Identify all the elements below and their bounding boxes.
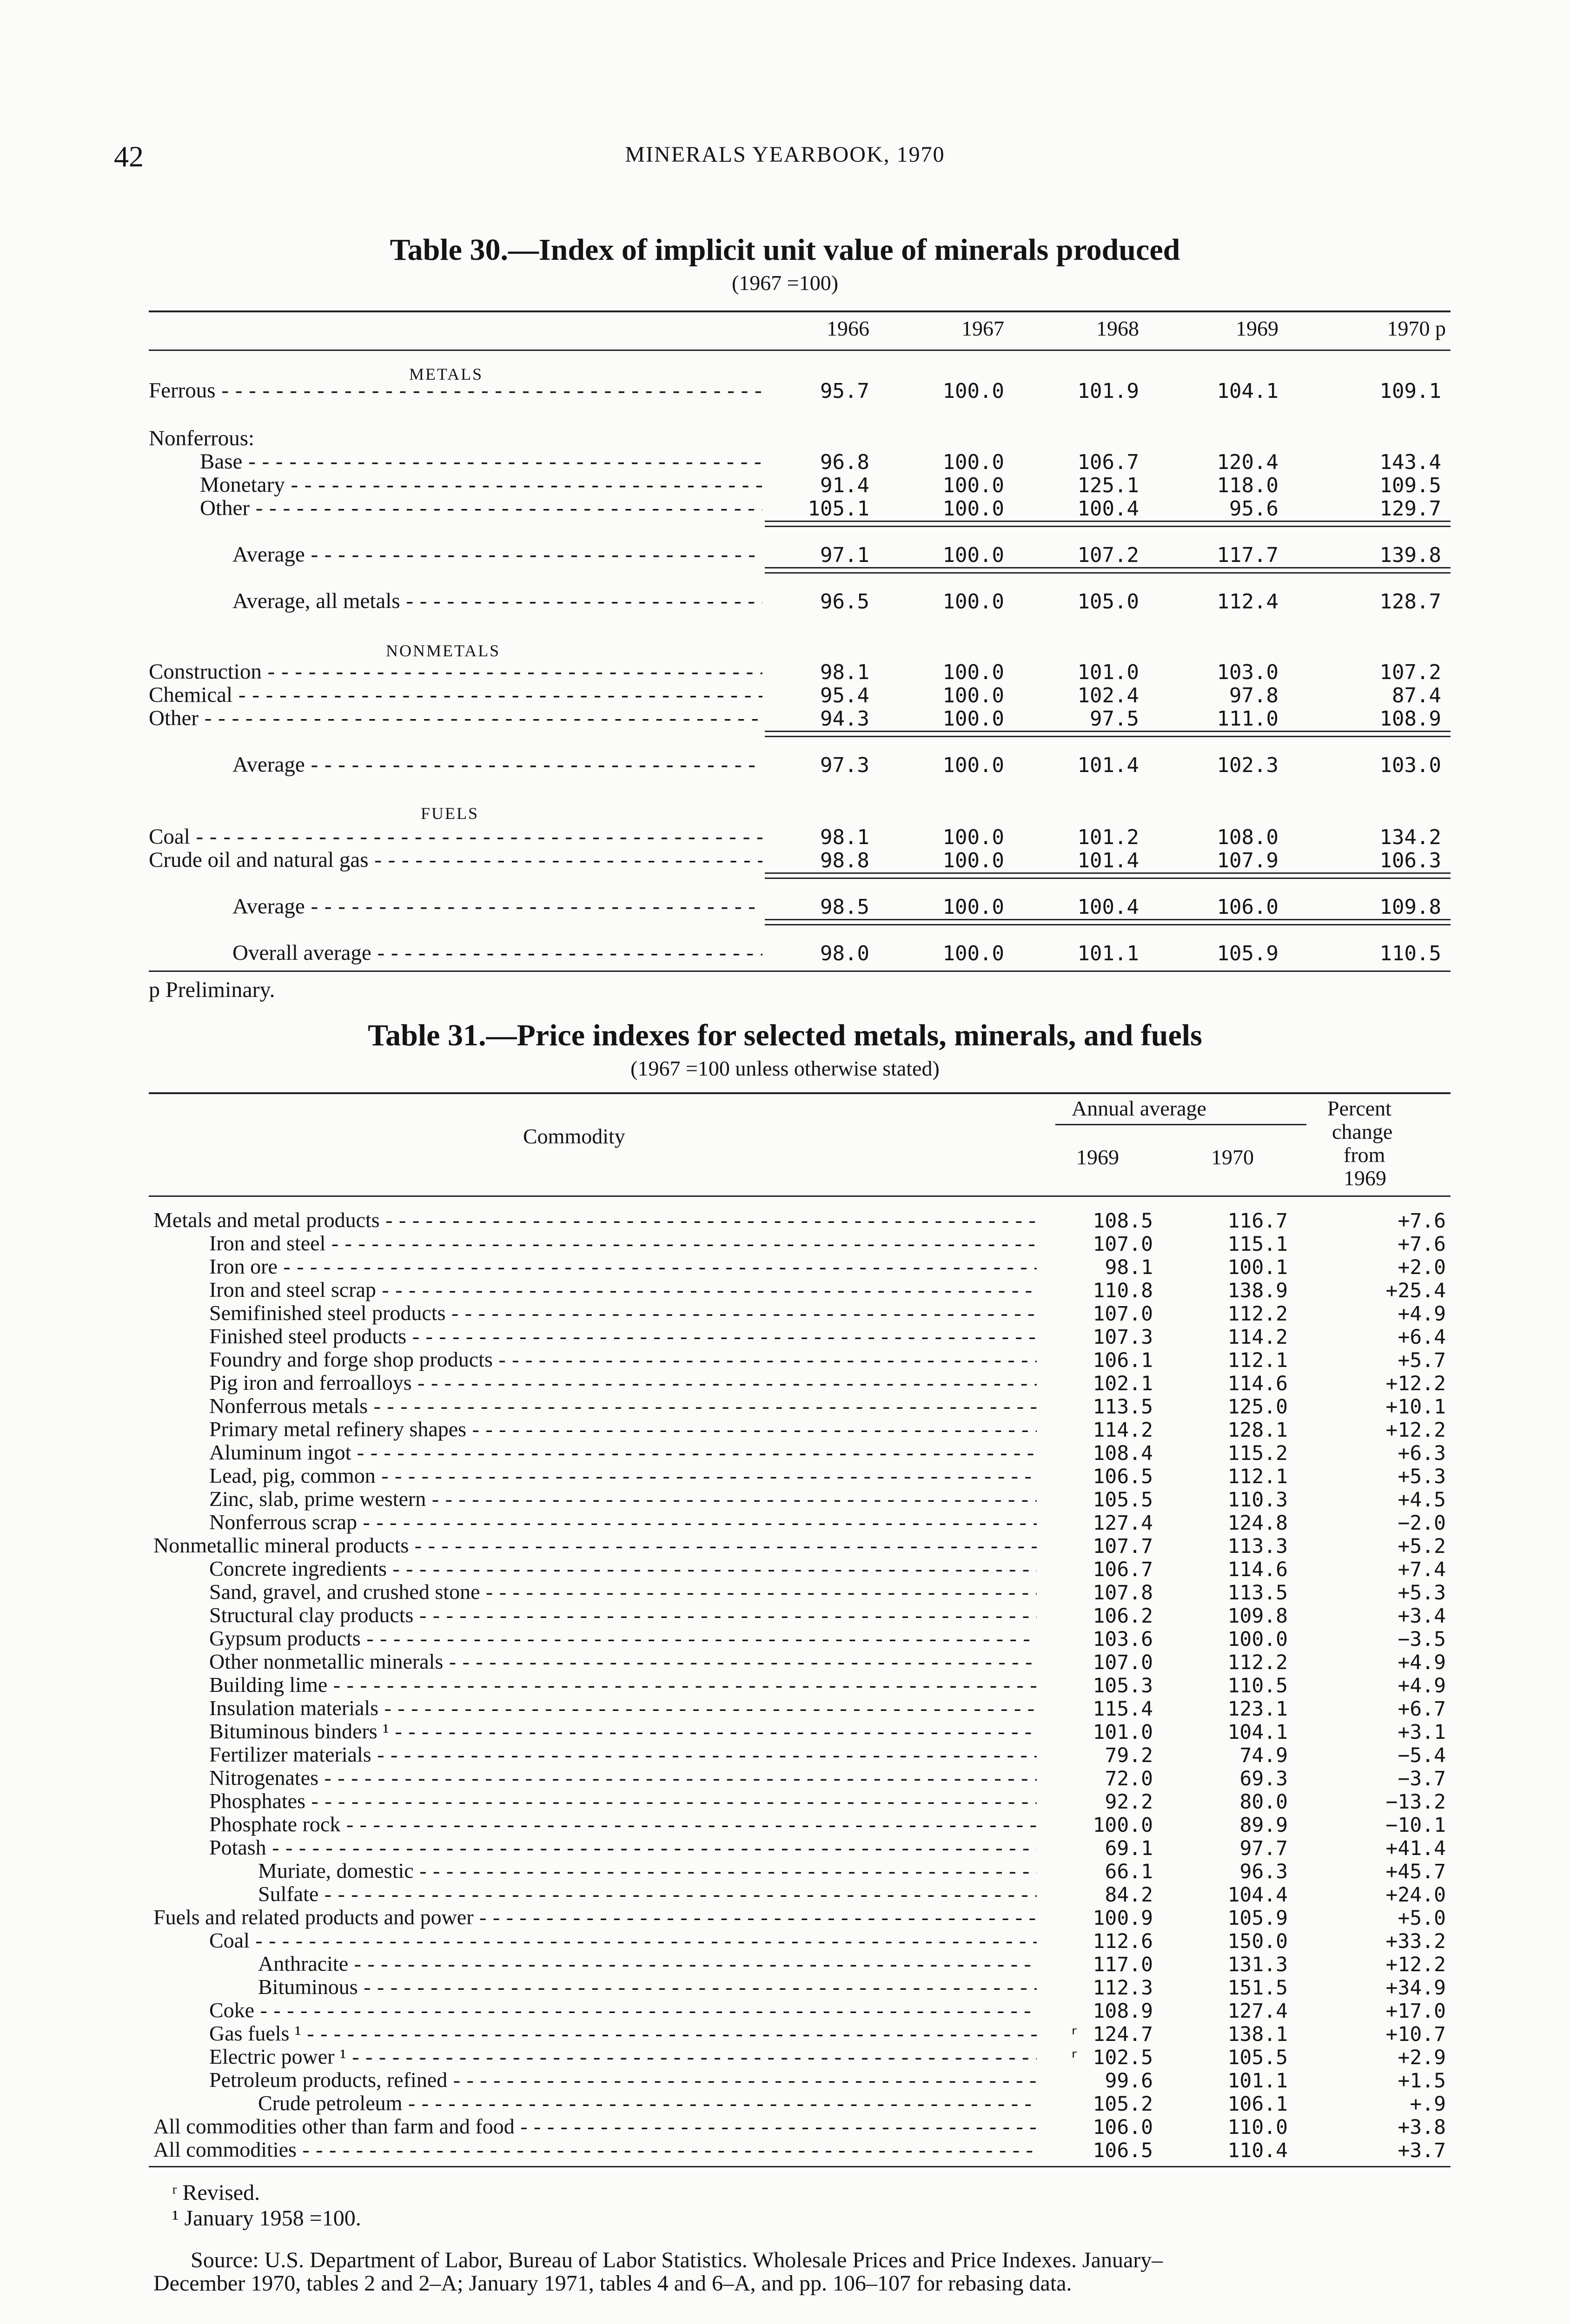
cell-v1969: 107.3 [1093, 1326, 1153, 1349]
cell-change: −3.7 [1398, 1767, 1446, 1790]
commodity-label: Foundry and forge shop products - - - [209, 1348, 1037, 1371]
cell-change: −3.5 [1398, 1628, 1446, 1651]
cell-v1969: 106.0 [1093, 2116, 1153, 2139]
footnote-jan1958: ¹ January 1958 =100. [172, 2206, 361, 2231]
cell-v1969: 107.0 [1093, 1651, 1153, 1674]
cell-v1970: 113.3 [1227, 1535, 1288, 1558]
commodity-label: Bituminous - - - [258, 1975, 1037, 1999]
cell-monetary-1: 100.0 [942, 474, 1004, 497]
cell-v1970: 110.0 [1227, 2116, 1288, 2139]
table30-subtitle: (1967 =100) [731, 271, 839, 295]
section-nonmetals: NONMETALS [386, 641, 501, 660]
cell-v1969: 106.5 [1093, 2139, 1153, 2162]
head-pct-2: change [1332, 1120, 1393, 1143]
cell-coal-0: 98.1 [820, 825, 869, 849]
table31-bottom-rule [149, 2166, 1451, 2167]
cell-change: +25.4 [1385, 1279, 1446, 1302]
row-label-avg-nonmetals: Average - - - [232, 753, 762, 776]
cell-avg-fuels-4: 109.8 [1379, 895, 1441, 919]
cell-coal-4: 134.2 [1379, 825, 1441, 849]
table30-top-rule [149, 310, 1451, 312]
cell-v1970: 110.3 [1227, 1488, 1288, 1512]
cell-monetary-3: 118.0 [1217, 474, 1279, 497]
cell-change: +7.6 [1398, 1209, 1446, 1233]
cell-chemical-2: 102.4 [1077, 684, 1139, 707]
page-number: 42 [114, 140, 144, 173]
commodity-label: Muriate, domestic - - - [258, 1859, 1037, 1882]
cell-avg-nonmetals-1: 100.0 [942, 753, 1004, 777]
cell-v1970: 74.9 [1239, 1744, 1288, 1767]
cell-v1970: 106.1 [1227, 2093, 1288, 2116]
cell-avg-fuels-1: 100.0 [942, 895, 1004, 919]
cell-avg-nonmetals-2: 101.4 [1077, 753, 1139, 777]
cell-v1970: 101.1 [1227, 2069, 1288, 2093]
commodity-label: Anthracite - - - [258, 1952, 1037, 1975]
commodity-label: Aluminum ingot - - - [209, 1441, 1037, 1464]
col-1969: 1969 [1236, 317, 1279, 340]
table31-header-rule [149, 1195, 1451, 1197]
cell-crude-oil-gas-2: 101.4 [1077, 849, 1139, 872]
commodity-label: Finished steel products - - - [209, 1325, 1037, 1348]
cell-v1970: 110.5 [1227, 1674, 1288, 1697]
commodity-label: Metals and metal products - - - [153, 1208, 1037, 1232]
cell-construction-2: 101.0 [1077, 660, 1139, 684]
cell-v1969: 127.4 [1093, 1512, 1153, 1535]
commodity-label: Iron ore - - - [209, 1255, 1037, 1278]
commodity-label: Zinc, slab, prime western - - - [209, 1487, 1037, 1511]
cell-change: +3.1 [1398, 1721, 1446, 1744]
cell-change: +6.7 [1398, 1697, 1446, 1721]
commodity-label: Nonmetallic mineral products - - - [153, 1534, 1037, 1557]
row-label-crude-oil-gas: Crude oil and natural gas - - - [149, 848, 762, 872]
cell-v1969: ʳ 102.5 [1068, 2046, 1153, 2069]
row-label-avg-fuels: Average - - - [232, 895, 762, 918]
table30-sum-rule [765, 919, 1451, 925]
cell-v1969: ʳ 124.7 [1068, 2023, 1153, 2046]
commodity-label: Insulation materials - - - [209, 1697, 1037, 1720]
head-annual-average-rule [1055, 1124, 1306, 1125]
cell-change: +24.0 [1385, 1883, 1446, 1907]
cell-v1969: 105.5 [1093, 1488, 1153, 1512]
row-label-ferrous: Ferrous - - - [149, 379, 762, 402]
cell-change: +5.2 [1398, 1535, 1446, 1558]
row-label-construction: Construction - - - [149, 660, 762, 683]
cell-v1969: 103.6 [1093, 1628, 1153, 1651]
cell-other-metals-3: 95.6 [1229, 497, 1279, 521]
cell-v1969: 107.7 [1093, 1535, 1153, 1558]
cell-v1969: 105.3 [1093, 1674, 1153, 1697]
cell-change: +4.9 [1398, 1651, 1446, 1674]
cell-change: +4.5 [1398, 1488, 1446, 1512]
cell-v1969: 92.2 [1105, 1790, 1153, 1814]
cell-change: +4.9 [1398, 1674, 1446, 1697]
cell-change: −13.2 [1385, 1790, 1446, 1814]
commodity-label: Gypsum products - - - [209, 1627, 1037, 1650]
commodity-label: Fuels and related products and power - - - [153, 1906, 1037, 1929]
cell-other-metals-0: 105.1 [808, 497, 869, 521]
cell-v1970: 96.3 [1239, 1860, 1288, 1883]
cell-avg-fuels-3: 106.0 [1217, 895, 1279, 919]
cell-chemical-3: 97.8 [1229, 684, 1279, 707]
cell-change: +6.4 [1398, 1326, 1446, 1349]
cell-change: +45.7 [1385, 1860, 1446, 1883]
commodity-label: Nonferrous metals - - - [209, 1394, 1037, 1418]
cell-avg-nonferrous-1: 100.0 [942, 543, 1004, 567]
commodity-label: Electric power ¹ - - - [209, 2045, 1037, 2068]
cell-monetary-2: 125.1 [1077, 474, 1139, 497]
commodity-label: Building lime - - - [209, 1673, 1037, 1697]
head-annual-average: Annual average [1072, 1097, 1206, 1120]
head-pct-1: Percent [1327, 1097, 1391, 1120]
commodity-label: Nonferrous scrap - - - [209, 1511, 1037, 1534]
cell-v1969: 100.0 [1093, 1814, 1153, 1837]
section-fuels: FUELS [421, 804, 479, 823]
cell-ferrous-1: 100.0 [942, 379, 1004, 403]
cell-v1970: 105.5 [1227, 2046, 1288, 2069]
cell-avg-all-metals-2: 105.0 [1077, 590, 1139, 614]
cell-v1970: 69.3 [1239, 1767, 1288, 1790]
cell-v1970: 105.9 [1227, 1907, 1288, 1930]
cell-change: +3.7 [1398, 2139, 1446, 2162]
cell-change: +7.6 [1398, 1233, 1446, 1256]
commodity-label: Sand, gravel, and crushed stone - - - [209, 1580, 1037, 1604]
section-metals: METALS [409, 365, 484, 383]
commodity-label: Iron and steel scrap - - - [209, 1278, 1037, 1301]
commodity-label: Crude petroleum - - - [258, 2092, 1037, 2115]
cell-avg-nonmetals-4: 103.0 [1379, 753, 1441, 777]
cell-avg-all-metals-4: 128.7 [1379, 590, 1441, 614]
table31-title: Table 31.—Price indexes for selected metals, minerals, and fuels [368, 1018, 1202, 1052]
cell-coal-1: 100.0 [942, 825, 1004, 849]
cell-change: +2.9 [1398, 2046, 1446, 2069]
col-1968: 1968 [1096, 317, 1139, 340]
row-label-nonferrous-header: Nonferrous: [149, 427, 255, 450]
table31-subtitle: (1967 =100 unless otherwise stated) [630, 1056, 940, 1080]
cell-v1969: 114.2 [1093, 1419, 1153, 1442]
commodity-label: Concrete ingredients - - - [209, 1557, 1037, 1580]
cell-construction-0: 98.1 [820, 660, 869, 684]
cell-v1969: 108.4 [1093, 1442, 1153, 1465]
cell-v1970: 124.8 [1227, 1512, 1288, 1535]
commodity-label: Potash - - - [209, 1836, 1037, 1859]
cell-chemical-0: 95.4 [820, 684, 869, 707]
running-title: MINERALS YEARBOOK, 1970 [625, 142, 945, 167]
row-label-other-nonmetals: Other - - - [149, 706, 762, 730]
commodity-label: Primary metal refinery shapes - - - [209, 1418, 1037, 1441]
cell-change: −2.0 [1398, 1512, 1446, 1535]
cell-change: +5.7 [1398, 1349, 1446, 1372]
cell-avg-nonferrous-3: 117.7 [1217, 543, 1279, 567]
cell-v1969: 112.3 [1093, 1976, 1153, 2000]
cell-crude-oil-gas-4: 106.3 [1379, 849, 1441, 872]
cell-ferrous-0: 95.7 [820, 379, 869, 403]
cell-overall-3: 105.9 [1217, 942, 1279, 965]
cell-construction-1: 100.0 [942, 660, 1004, 684]
row-label-overall: Overall average - - - [232, 941, 762, 964]
cell-v1969: 72.0 [1105, 1767, 1153, 1790]
table30-footnote: p Preliminary. [149, 977, 275, 1002]
cell-v1969: 66.1 [1105, 1860, 1153, 1883]
cell-other-metals-1: 100.0 [942, 497, 1004, 521]
cell-change: +4.9 [1398, 1302, 1446, 1326]
head-pct-4: 1969 [1344, 1167, 1386, 1190]
commodity-label: All commodities - - - [153, 2138, 1037, 2161]
cell-v1970: 115.2 [1227, 1442, 1288, 1465]
cell-construction-4: 107.2 [1379, 660, 1441, 684]
commodity-label: Sulfate - - - [258, 1882, 1037, 1906]
cell-change: +33.2 [1385, 1930, 1446, 1953]
cell-crude-oil-gas-1: 100.0 [942, 849, 1004, 872]
footnote-revised: ʳ Revised. [172, 2180, 260, 2205]
commodity-label: Structural clay products - - - [209, 1604, 1037, 1627]
commodity-label: Phosphate rock - - - [209, 1813, 1037, 1836]
cell-change: +3.8 [1398, 2116, 1446, 2139]
cell-v1970: 114.6 [1227, 1558, 1288, 1581]
cell-change: +5.3 [1398, 1581, 1446, 1604]
table30-sum-rule [765, 872, 1451, 879]
cell-v1970: 150.0 [1227, 1930, 1288, 1953]
cell-v1969: 107.0 [1093, 1233, 1153, 1256]
col-1970p: 1970 p [1387, 317, 1446, 340]
cell-ferrous-4: 109.1 [1379, 379, 1441, 403]
commodity-label: Fertilizer materials - - - [209, 1743, 1037, 1766]
cell-v1970: 104.4 [1227, 1883, 1288, 1907]
cell-v1970: 115.1 [1227, 1233, 1288, 1256]
row-label-avg-all-metals: Average, all metals - - - [232, 589, 762, 613]
cell-coal-2: 101.2 [1077, 825, 1139, 849]
cell-v1969: 115.4 [1093, 1697, 1153, 1721]
cell-avg-nonmetals-0: 97.3 [820, 753, 869, 777]
row-label-chemical: Chemical - - - [149, 683, 762, 706]
cell-change: −10.1 [1385, 1814, 1446, 1837]
commodity-label: Pig iron and ferroalloys - - - [209, 1371, 1037, 1394]
cell-other-nonmetals-2: 97.5 [1090, 707, 1139, 731]
cell-v1970: 109.8 [1227, 1604, 1288, 1628]
cell-avg-all-metals-1: 100.0 [942, 590, 1004, 614]
commodity-label: Nitrogenates - - - [209, 1766, 1037, 1789]
cell-base-3: 120.4 [1217, 450, 1279, 474]
cell-change: +7.4 [1398, 1558, 1446, 1581]
head-commodity: Commodity [523, 1125, 625, 1148]
cell-base-2: 106.7 [1077, 450, 1139, 474]
cell-v1969: 113.5 [1093, 1395, 1153, 1419]
cell-monetary-4: 109.5 [1379, 474, 1441, 497]
cell-v1969: 117.0 [1093, 1953, 1153, 1976]
col-1967: 1967 [961, 317, 1004, 340]
cell-change: +2.0 [1398, 1256, 1446, 1279]
cell-v1969: 110.8 [1093, 1279, 1153, 1302]
cell-chemical-1: 100.0 [942, 684, 1004, 707]
cell-v1970: 112.1 [1227, 1349, 1288, 1372]
cell-change: +.9 [1410, 2093, 1446, 2116]
cell-change: +17.0 [1385, 2000, 1446, 2023]
cell-change: +10.7 [1385, 2023, 1446, 2046]
cell-construction-3: 103.0 [1217, 660, 1279, 684]
cell-v1970: 112.2 [1227, 1651, 1288, 1674]
table30-sum-rule [765, 567, 1451, 574]
source-line-1: Source: U.S. Department of Labor, Bureau of Labor Statistics. Wholesale Prices and Price Indexes. January– [191, 2248, 1163, 2272]
cell-change: +12.2 [1385, 1372, 1446, 1395]
cell-overall-4: 110.5 [1379, 942, 1441, 965]
commodity-label: All commodities other than farm and food - - - [153, 2115, 1037, 2138]
row-label-coal: Coal - - - [149, 825, 762, 848]
cell-v1969: 108.5 [1093, 1209, 1153, 1233]
table30-sum-rule [765, 731, 1451, 737]
cell-v1969: 106.1 [1093, 1349, 1153, 1372]
cell-change: +12.2 [1385, 1419, 1446, 1442]
cell-v1970: 113.5 [1227, 1581, 1288, 1604]
head-1969: 1969 [1076, 1146, 1119, 1169]
cell-v1969: 108.9 [1093, 2000, 1153, 2023]
cell-other-metals-2: 100.4 [1077, 497, 1139, 521]
cell-base-0: 96.8 [820, 450, 869, 474]
cell-chemical-4: 87.4 [1392, 684, 1441, 707]
cell-v1970: 89.9 [1239, 1814, 1288, 1837]
cell-v1969: 107.8 [1093, 1581, 1153, 1604]
row-label-avg-nonferrous: Average - - - [232, 543, 762, 566]
cell-change: +5.3 [1398, 1465, 1446, 1488]
row-label-monetary: Monetary - - - [200, 473, 762, 496]
cell-change: +10.1 [1385, 1395, 1446, 1419]
cell-change: +6.3 [1398, 1442, 1446, 1465]
cell-overall-2: 101.1 [1077, 942, 1139, 965]
cell-v1970: 100.1 [1227, 1256, 1288, 1279]
cell-overall-1: 100.0 [942, 942, 1004, 965]
commodity-label: Petroleum products, refined - - - [209, 2068, 1037, 2092]
row-label-base: Base - - - [200, 450, 762, 473]
cell-v1969: 105.2 [1093, 2093, 1153, 2116]
cell-v1969: 102.1 [1093, 1372, 1153, 1395]
table30-header-rule [149, 350, 1451, 351]
commodity-label: Iron and steel - - - [209, 1232, 1037, 1255]
cell-v1970: 116.7 [1227, 1209, 1288, 1233]
cell-base-4: 143.4 [1379, 450, 1441, 474]
head-1970: 1970 [1211, 1146, 1254, 1169]
commodity-label: Lead, pig, common - - - [209, 1464, 1037, 1487]
cell-change: +1.5 [1398, 2069, 1446, 2093]
cell-avg-nonferrous-4: 139.8 [1379, 543, 1441, 567]
cell-crude-oil-gas-0: 98.8 [820, 849, 869, 872]
cell-v1970: 100.0 [1227, 1628, 1288, 1651]
cell-other-nonmetals-1: 100.0 [942, 707, 1004, 731]
cell-crude-oil-gas-3: 107.9 [1217, 849, 1279, 872]
commodity-label: Gas fuels ¹ - - - [209, 2022, 1037, 2045]
head-pct-3: from [1344, 1143, 1385, 1167]
cell-v1970: 114.6 [1227, 1372, 1288, 1395]
cell-v1970: 110.4 [1227, 2139, 1288, 2162]
commodity-label: Other nonmetallic minerals - - - [209, 1650, 1037, 1673]
cell-v1969: 107.0 [1093, 1302, 1153, 1326]
cell-avg-fuels-0: 98.5 [820, 895, 869, 919]
cell-v1970: 112.1 [1227, 1465, 1288, 1488]
cell-monetary-0: 91.4 [820, 474, 869, 497]
cell-base-1: 100.0 [942, 450, 1004, 474]
cell-change: +5.0 [1398, 1907, 1446, 1930]
cell-v1969: 69.1 [1105, 1837, 1153, 1860]
cell-avg-all-metals-0: 96.5 [820, 590, 869, 614]
cell-overall-0: 98.0 [820, 942, 869, 965]
cell-avg-nonmetals-3: 102.3 [1217, 753, 1279, 777]
row-label-other-metals: Other - - - [200, 496, 762, 520]
cell-v1970: 125.0 [1227, 1395, 1288, 1419]
cell-v1970: 138.1 [1227, 2023, 1288, 2046]
cell-v1969: 106.7 [1093, 1558, 1153, 1581]
cell-avg-fuels-2: 100.4 [1077, 895, 1139, 919]
table30-sum-rule [765, 521, 1451, 527]
cell-v1970: 127.4 [1227, 2000, 1288, 2023]
table31-top-rule [149, 1092, 1451, 1094]
cell-v1969: 98.1 [1105, 1256, 1153, 1279]
cell-change: +12.2 [1385, 1953, 1446, 1976]
cell-ferrous-3: 104.1 [1217, 379, 1279, 403]
cell-change: −5.4 [1398, 1744, 1446, 1767]
cell-v1969: 100.9 [1093, 1907, 1153, 1930]
cell-other-nonmetals-0: 94.3 [820, 707, 869, 731]
cell-avg-nonferrous-2: 107.2 [1077, 543, 1139, 567]
cell-v1969: 106.2 [1093, 1604, 1153, 1628]
cell-change: +34.9 [1385, 1976, 1446, 2000]
cell-v1970: 131.3 [1227, 1953, 1288, 1976]
cell-other-nonmetals-3: 111.0 [1217, 707, 1279, 731]
commodity-label: Bituminous binders ¹ - - - [209, 1720, 1037, 1743]
cell-avg-all-metals-3: 112.4 [1217, 590, 1279, 614]
cell-v1969: 79.2 [1105, 1744, 1153, 1767]
source-line-2: December 1970, tables 2 and 2–A; January 1971, tables 4 and 6–A, and pp. 106–107 for rebasing data. [153, 2271, 1072, 2296]
cell-other-nonmetals-4: 108.9 [1379, 707, 1441, 731]
cell-v1969: 99.6 [1105, 2069, 1153, 2093]
cell-v1970: 112.2 [1227, 1302, 1288, 1326]
cell-v1969: 106.5 [1093, 1465, 1153, 1488]
table30-bottom-rule [149, 971, 1451, 972]
cell-change: +3.4 [1398, 1604, 1446, 1628]
cell-ferrous-2: 101.9 [1077, 379, 1139, 403]
col-1966: 1966 [827, 317, 869, 340]
cell-coal-3: 108.0 [1217, 825, 1279, 849]
cell-v1970: 97.7 [1239, 1837, 1288, 1860]
cell-v1970: 151.5 [1227, 1976, 1288, 2000]
cell-v1970: 80.0 [1239, 1790, 1288, 1814]
cell-v1970: 138.9 [1227, 1279, 1288, 1302]
cell-v1970: 128.1 [1227, 1419, 1288, 1442]
cell-v1969: 101.0 [1093, 1721, 1153, 1744]
commodity-label: Phosphates - - - [209, 1789, 1037, 1813]
cell-other-metals-4: 129.7 [1379, 497, 1441, 521]
cell-v1969: 84.2 [1105, 1883, 1153, 1907]
cell-change: +41.4 [1385, 1837, 1446, 1860]
cell-v1969: 112.6 [1093, 1930, 1153, 1953]
commodity-label: Coke - - - [209, 1999, 1037, 2022]
cell-v1970: 104.1 [1227, 1721, 1288, 1744]
cell-avg-nonferrous-0: 97.1 [820, 543, 869, 567]
cell-v1970: 123.1 [1227, 1697, 1288, 1721]
commodity-label: Coal - - - [209, 1929, 1037, 1952]
cell-v1970: 114.2 [1227, 1326, 1288, 1349]
table30-title: Table 30.—Index of implicit unit value of minerals produced [390, 233, 1180, 267]
commodity-label: Semifinished steel products - - - [209, 1301, 1037, 1325]
